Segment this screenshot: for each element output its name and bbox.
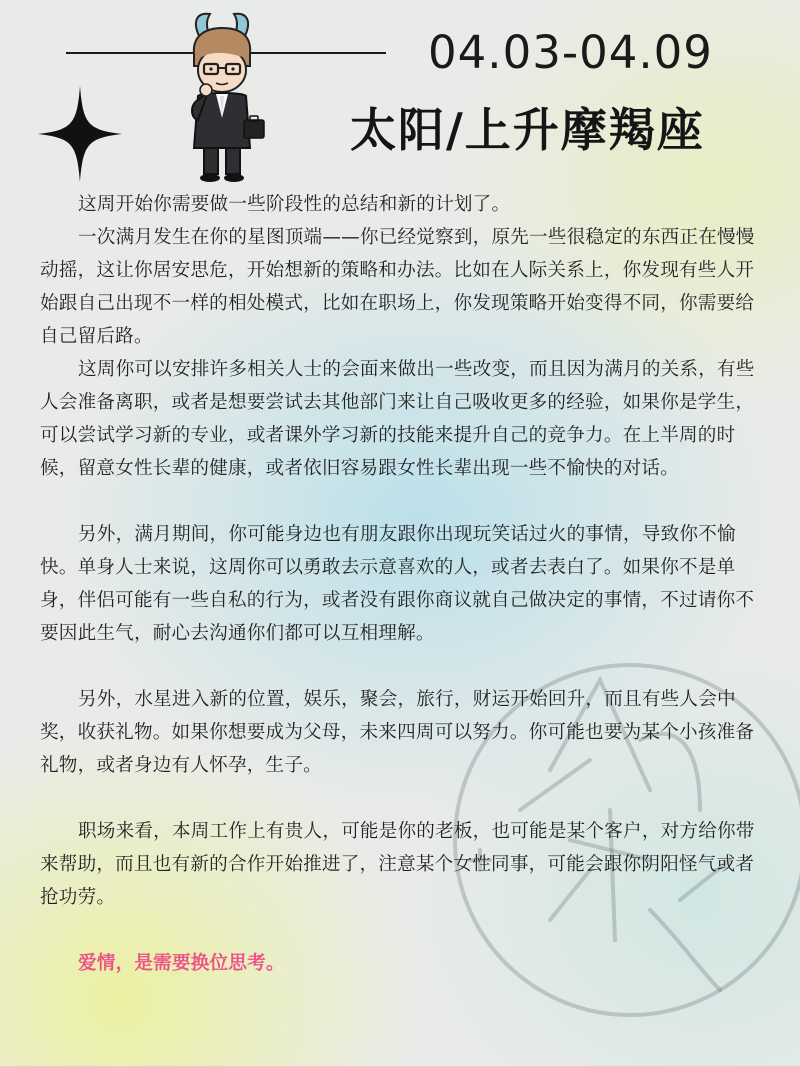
paragraph-relationships: 另外，满月期间，你可能身边也有朋友跟你出现玩笑话过火的事情，导致你不愉快。单身人士来说，这周你可以勇敢去示意喜欢的人，或者去表白了。如果你不是单身，伴侣可能有一些自私的行为，或者没有跟你商议就自己做决定的事情，不过请你不要因此生气，耐心去沟通你们都可以互相理解。 [40, 524, 755, 644]
four-point-star-icon [38, 86, 122, 182]
paragraph-career: 职场来看，本周工作上有贵人，可能是你的老板，也可能是某个客户，对方给你带来帮助，而且也有新的合作开始推进了，注意某个女性同事，可能会跟你阴阳怪气或者抢功劳。 [40, 821, 755, 908]
love-highlight: 爱情，是需要换位思考。 [78, 953, 285, 974]
date-range: 04.03-04.09 [428, 26, 713, 79]
paragraph-intro: 这周开始你需要做一些阶段性的总结和新的计划了。 [78, 194, 511, 215]
horoscope-body [40, 188, 770, 980]
paragraph-meetings: 这周你可以安排许多相关人士的会面来做出一些改变，而且因为满月的关系，有些人会准备离职，或者是想要尝试去其他部门来让自己吸收更多的经验，如果你是学生，可以尝试学习新的专业，或者课外学习新的技能来提升自己的竞争力。在上半周的时候，留意女性长辈的健康，或者依旧容易跟女性长辈出现一些不愉快的对话。 [40, 359, 755, 479]
page-title: 太阳/上升摩羯座 [350, 103, 705, 157]
paragraph-mercury: 另外，水星进入新的位置，娱乐，聚会，旅行，财运开始回升，而且有些人会中奖，收获礼物。如果你想要成为父母，未来四周可以努力。你可能也要为某个小孩准备礼物，或者身边有人怀孕，生子。 [40, 689, 755, 776]
paragraph-full-moon: 一次满月发生在你的星图顶端——你已经觉察到，原先一些很稳定的东西正在慢慢动摇，这让你居安思危，开始想新的策略和办法。比如在人际关系上，你发现有些人开始跟自己出现不一样的相处模式，比如在职场上，你发现策略开始变得不同，你需要给自己留后路。 [40, 227, 755, 347]
capricorn-businessman-mascot [172, 8, 272, 184]
